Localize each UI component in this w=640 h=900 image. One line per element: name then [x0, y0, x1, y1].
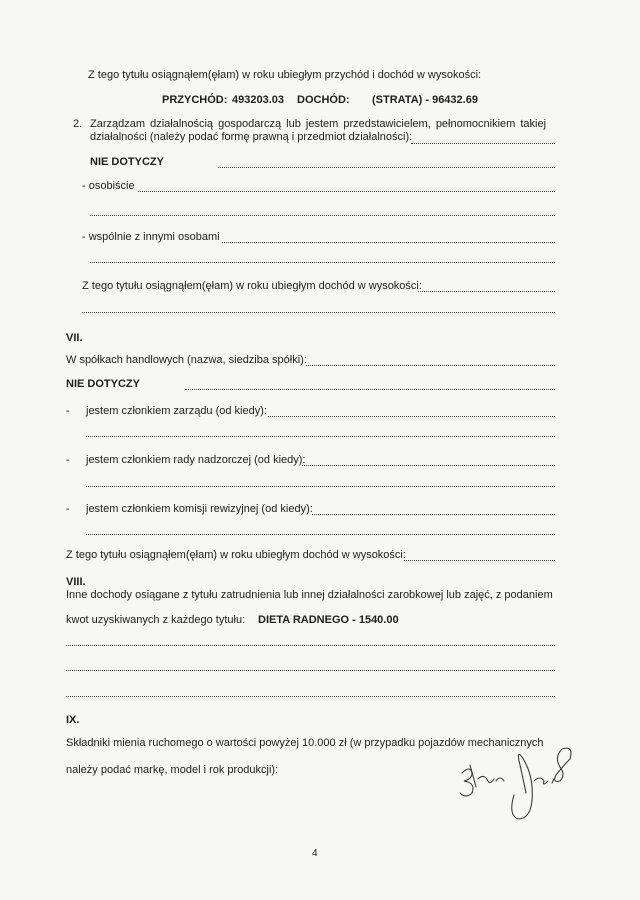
section-vii-heading: VII.	[66, 332, 83, 344]
item2-osobiscie-label: - osobiście	[82, 180, 135, 192]
dotted-line	[218, 167, 555, 168]
zarzad-label: jestem członkiem zarządu (od kiedy):	[86, 405, 267, 417]
section-vii-answer: NIE DOTYCZY	[66, 378, 140, 390]
dotted-line	[86, 486, 555, 487]
dash: -	[66, 405, 70, 417]
dotted-line	[404, 560, 555, 561]
dotted-line	[86, 534, 555, 535]
page-number: 4	[312, 848, 318, 859]
handwritten-signature	[452, 735, 582, 830]
rada-label: jestem członkiem rady nadzorczej (od kiedy):	[86, 454, 306, 466]
income-intro-text: Z tego tytułu osiągnąłem(ęłam) w roku ubiegłym przychód i dochód w wysokości:	[88, 69, 482, 81]
section-ix-heading: IX.	[66, 714, 80, 726]
dotted-line	[66, 696, 555, 697]
item2-income-text: Z tego tytułu osiągnąłem(ęłam) w roku ubiegłym dochód w wysokości:	[82, 280, 422, 292]
section-viii-heading: VIII.	[66, 576, 86, 588]
dotted-line	[222, 242, 555, 243]
section-ix-text-line1: Składniki mienia ruchomego o wartości powyżej 10.000 zł (w przypadku pojazdów mechanicznych	[66, 737, 544, 749]
section-vii-income-text: Z tego tytułu osiągnąłem(ęłam) w roku ubiegłym dochód w wysokości:	[66, 549, 406, 561]
revenue-value: 493203.03	[232, 94, 284, 106]
dotted-line	[418, 291, 555, 292]
dotted-line	[302, 465, 555, 466]
item2-number: 2.	[73, 118, 83, 130]
section-viii-answer: DIETA RADNEGO - 1540.00	[258, 614, 399, 626]
dotted-line	[66, 670, 555, 671]
revenue-label: PRZYCHÓD:	[162, 94, 228, 106]
dotted-line	[86, 436, 555, 437]
section-viii-text-line2: kwot uzyskiwanych z każdego tytułu:	[66, 614, 246, 626]
dotted-line	[185, 389, 555, 390]
dotted-line	[66, 645, 555, 646]
dotted-line	[138, 191, 555, 192]
item2-wspolnie-label: - wspólnie z innymi osobami	[82, 231, 220, 243]
dotted-line	[268, 416, 555, 417]
section-vii-intro: W spółkach handlowych (nazwa, siedziba spółki):	[66, 354, 307, 366]
income-label: DOCHÓD:	[297, 94, 350, 106]
komisja-label: jestem członkiem komisji rewizyjnej (od kiedy):	[86, 503, 313, 515]
income-value: (STRATA) - 96432.69	[372, 94, 478, 106]
dotted-line	[306, 365, 555, 366]
section-ix-text-line2: należy podać markę, model i rok produkcji):	[66, 764, 279, 776]
item2-answer: NIE DOTYCZY	[90, 156, 164, 168]
dotted-line	[312, 514, 555, 515]
dotted-line	[90, 262, 555, 263]
dotted-line	[411, 143, 555, 144]
item2-text-line1: Zarządzam działalnością gospodarczą lub jestem przedstawicielem, pełnomocnikiem takiej	[90, 118, 547, 130]
section-viii-text-line1: Inne dochody osiągane z tytułu zatrudnienia lub innej działalności zarobkowej lub zajęć, z podaniem	[66, 589, 553, 601]
dotted-line	[82, 312, 555, 313]
dash: -	[66, 454, 70, 466]
item2-text-line2: działalności (należy podać formę prawną i przedmiot działalności):	[90, 131, 413, 143]
dotted-line	[90, 215, 555, 216]
dash: -	[66, 503, 70, 515]
